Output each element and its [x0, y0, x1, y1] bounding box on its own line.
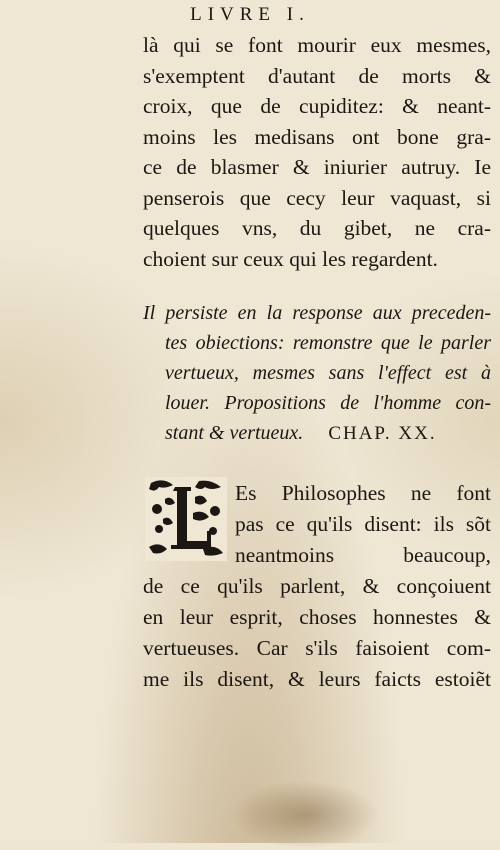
rubric-line-text: stant & vertueux. [165, 422, 304, 444]
text-line: neantmoins beaucoup, [235, 543, 491, 567]
text-line: moins les medisans ont bone gra- [143, 124, 491, 149]
rubric-line [143, 418, 491, 449]
chapter-rubric [143, 298, 491, 449]
text-line: en leur esprit, choses honnestes & [143, 605, 491, 629]
text-line: croix, que de cupiditez: & neant- [143, 94, 491, 118]
rubric-line: Il persiste en la response aux preceden- [143, 302, 491, 324]
rubric-line: vertueux, mesmes sans l'effect est à [165, 362, 491, 384]
paragraph-text [143, 30, 491, 274]
text-line: ce de blasmer & iniurier autruy. Ie [143, 155, 491, 179]
text-line: quelques vns, du gibet, ne cra- [143, 216, 491, 240]
rubric-line: tes obiections: remonstre que le parler [165, 332, 491, 354]
chapter-text [143, 478, 491, 695]
rubric-line: louer. Propositions de l'homme con- [165, 392, 491, 414]
text-line: vertueuses. Car s'ils faisoient com- [143, 636, 491, 660]
text-line: penserois que cecy leur vaquast, si [143, 185, 491, 210]
text-line: Es Philosophes ne font [235, 481, 491, 505]
text-line: me ils disent, & leurs faicts estoiẽt [143, 667, 491, 691]
text-line: de ce qu'ils parlent, & conçoiuent [143, 574, 491, 598]
text-line: là qui se font mourir eux mesmes, [143, 33, 491, 57]
text-line: s'exemptent d'autant de morts & [143, 63, 491, 88]
text-line: pas ce qu'ils disent: ils sõt [235, 512, 491, 536]
chapter-label: CHAP. XX. [328, 423, 437, 444]
text-line: choient sur ceux qui les regardent. [143, 246, 438, 271]
paper-stain [230, 780, 380, 850]
running-head: LIVRE I. [190, 4, 310, 25]
